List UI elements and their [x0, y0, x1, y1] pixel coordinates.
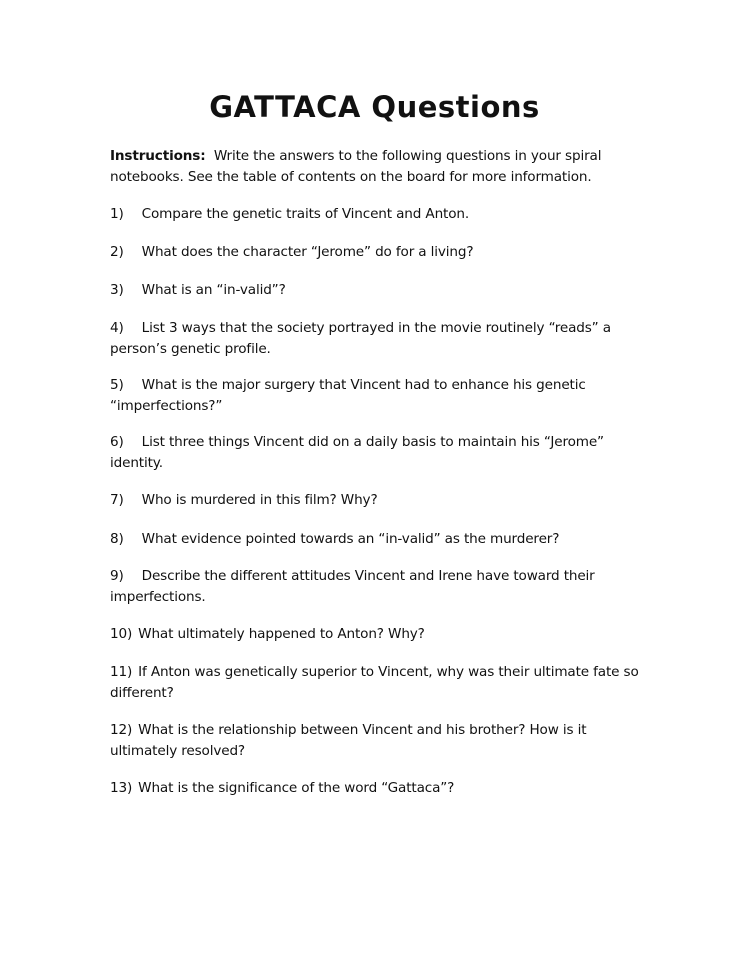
- question-number: 1): [110, 206, 124, 222]
- question-9: [110, 566, 650, 608]
- question-7: [110, 490, 650, 511]
- question-number: 6): [110, 434, 124, 450]
- question-text: Describe the different attitudes Vincent and Irene have toward their imperfections.: [110, 568, 595, 605]
- question-3: [110, 280, 650, 301]
- question-4: [110, 318, 650, 360]
- question-8: [110, 529, 650, 550]
- question-13: [110, 778, 650, 799]
- question-number: 10): [110, 626, 133, 642]
- question-text: What ultimately happened to Anton? Why?: [138, 626, 425, 642]
- question-number: 13): [110, 780, 133, 796]
- instructions-text: Write the answers to the following questions in your spiral notebooks. See the table of contents on the board for more information.: [110, 148, 602, 185]
- question-text: Who is murdered in this film? Why?: [141, 492, 378, 508]
- question-number: 3): [110, 282, 124, 298]
- question-number: 7): [110, 492, 124, 508]
- question-number: 5): [110, 377, 124, 393]
- question-5: [110, 375, 650, 417]
- question-text: List 3 ways that the society portrayed in the movie routinely “reads” a person’s genetic profile.: [110, 320, 611, 357]
- question-text: What is the major surgery that Vincent had to enhance his genetic “imperfections?”: [110, 377, 586, 414]
- question-text: List three things Vincent did on a daily basis to maintain his “Jerome” identity.: [110, 434, 604, 471]
- question-text: If Anton was genetically superior to Vincent, why was their ultimate fate so different?: [110, 664, 639, 701]
- question-number: 9): [110, 568, 124, 584]
- question-text: What is an “in-valid”?: [141, 282, 286, 298]
- question-12: [110, 720, 650, 762]
- question-10: [110, 624, 650, 645]
- question-number: 2): [110, 244, 124, 260]
- question-number: 11): [110, 664, 133, 680]
- question-number: 12): [110, 722, 133, 738]
- question-text: What is the relationship between Vincent and his brother? How is it ultimately resolved?: [110, 722, 587, 759]
- page-title: GATTACA Questions: [209, 90, 540, 124]
- question-11: [110, 662, 650, 704]
- question-1: [110, 204, 650, 225]
- instructions: [110, 146, 650, 188]
- question-6: [110, 432, 650, 474]
- question-text: What is the significance of the word “Gattaca”?: [138, 780, 455, 796]
- question-text: Compare the genetic traits of Vincent and Anton.: [141, 206, 470, 222]
- question-text: What does the character “Jerome” do for a living?: [141, 244, 474, 260]
- question-number: 8): [110, 531, 124, 547]
- question-number: 4): [110, 320, 124, 336]
- question-2: [110, 242, 650, 263]
- instructions-label: Instructions:: [110, 148, 206, 164]
- question-text: What evidence pointed towards an “in-valid” as the murderer?: [141, 531, 560, 547]
